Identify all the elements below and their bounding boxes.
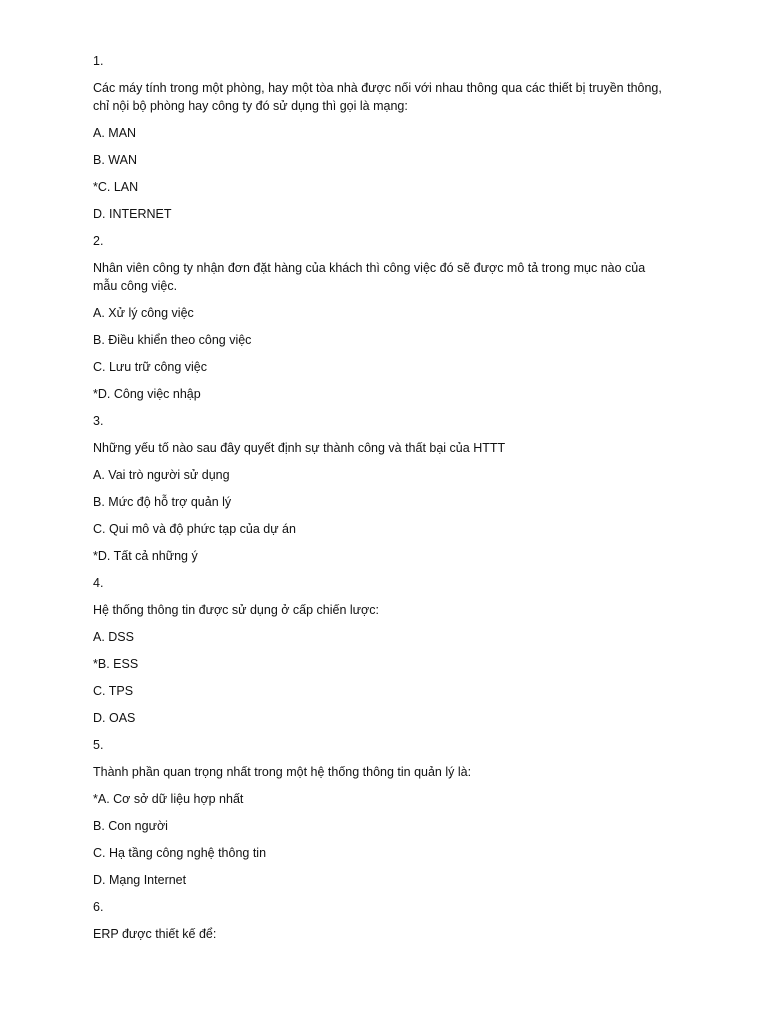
- question-1-option-c: *C. LAN: [93, 180, 139, 194]
- question-5-number: 5.: [93, 738, 104, 752]
- question-3-option-c: C. Qui mô và độ phức tạp của dự án: [93, 522, 296, 536]
- question-2-number: 2.: [93, 234, 104, 248]
- question-3-text: Những yếu tố nào sau đây quyết định sự thành công và thất bại của HTTT: [93, 441, 506, 455]
- question-5-option-d: D. Mạng Internet: [93, 873, 187, 887]
- question-4-text: Hệ thống thông tin được sử dụng ở cấp chiến lược:: [93, 603, 379, 617]
- question-3-option-b: B. Mức độ hỗ trợ quản lý: [93, 495, 232, 509]
- question-5-option-c: C. Hạ tầng công nghệ thông tin: [93, 846, 267, 860]
- question-2-option-c: C. Lưu trữ công việc: [93, 360, 208, 374]
- question-6-number: 6.: [93, 900, 104, 914]
- question-3-option-a: A. Vai trò người sử dụng: [93, 468, 230, 482]
- question-2-text: Nhân viên công ty nhận đơn đặt hàng của khách thì công việc đó sẽ được mô tả trong mục nào của mẫu công việc.: [93, 261, 646, 293]
- question-1-option-b: B. WAN: [93, 153, 137, 167]
- question-1-text: Các máy tính trong một phòng, hay một tòa nhà được nối với nhau thông qua các thiết bị truyền thông, chỉ nội bộ phòng hay công ty đó sử dụng thì gọi là mạng:: [93, 81, 662, 113]
- question-5-option-a: *A. Cơ sở dữ liệu hợp nhất: [93, 792, 244, 806]
- question-1-number: 1.: [93, 54, 104, 68]
- question-4-number: 4.: [93, 576, 104, 590]
- question-2-option-d: *D. Công việc nhập: [93, 387, 201, 401]
- question-6-text: ERP được thiết kế để:: [93, 927, 217, 941]
- question-4-option-a: A. DSS: [93, 630, 134, 644]
- question-2-option-a: A. Xử lý công việc: [93, 306, 194, 320]
- question-4-option-c: C. TPS: [93, 684, 134, 698]
- question-2-option-b: B. Điều khiển theo công việc: [93, 333, 252, 347]
- question-5-text: Thành phần quan trọng nhất trong một hệ thống thông tin quản lý là:: [93, 765, 472, 779]
- question-5-option-b: B. Con người: [93, 819, 168, 833]
- question-1-option-d: D. INTERNET: [93, 207, 172, 221]
- question-3-number: 3.: [93, 414, 104, 428]
- question-4-option-d: D. OAS: [93, 711, 136, 725]
- question-1-option-a: A. MAN: [93, 126, 137, 140]
- question-3-option-d: *D. Tất cả những ý: [93, 549, 198, 563]
- question-4-option-b: *B. ESS: [93, 657, 139, 671]
